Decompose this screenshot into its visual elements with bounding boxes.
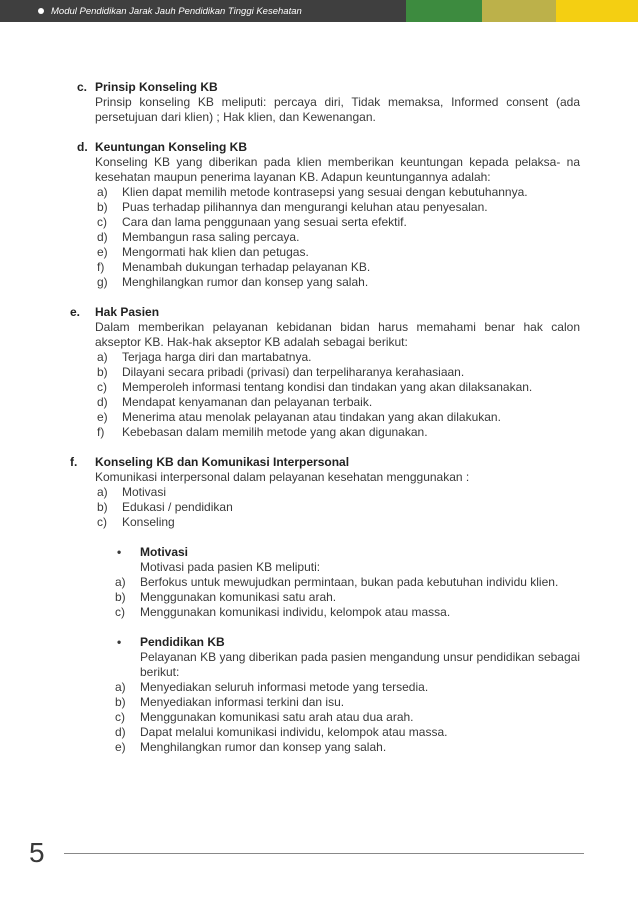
section-konseling-komunikasi bbox=[70, 455, 580, 755]
list-item bbox=[95, 485, 580, 500]
list-marker: c) bbox=[97, 515, 107, 529]
list-item-text: Mendapat kenyamanan dan pelayanan terbaik. bbox=[122, 395, 373, 409]
list-item-text: Membangun rasa saling percaya. bbox=[122, 230, 300, 244]
section-paragraph: Konseling KB yang diberikan pada klien memberikan keuntungan kepada pelaksa- na kesehatan maupun penerima layanan KB. Adapun keuntungannya adalah: bbox=[95, 155, 580, 184]
list-item-text: Terjaga harga diri dan martabatnya. bbox=[122, 350, 312, 364]
list-marker: b) bbox=[97, 200, 108, 214]
list-marker: b) bbox=[115, 695, 126, 709]
list-item bbox=[115, 710, 580, 725]
bullet-icon: • bbox=[117, 545, 122, 559]
subsection-title: Pendidikan KB bbox=[140, 635, 225, 649]
list-marker: b) bbox=[97, 365, 108, 379]
list-item bbox=[95, 515, 580, 530]
list-item-text: Dilayani secara pribadi (privasi) dan terpeliharanya kerahasiaan. bbox=[122, 365, 465, 379]
list-item bbox=[95, 230, 580, 245]
list-item-text: Menggunakan komunikasi individu, kelompok atau massa. bbox=[140, 605, 451, 619]
list-item-text: Dapat melalui komunikasi individu, kelompok atau massa. bbox=[140, 725, 448, 739]
list-item bbox=[115, 680, 580, 695]
subsection-motivasi bbox=[115, 545, 580, 620]
list-item bbox=[95, 275, 580, 290]
list-item-text: Menggunakan komunikasi satu arah. bbox=[140, 590, 337, 604]
list-item bbox=[95, 500, 580, 515]
list-marker: a) bbox=[97, 350, 108, 364]
list-marker: a) bbox=[97, 485, 108, 499]
list-item bbox=[95, 350, 580, 365]
list-marker: d) bbox=[97, 395, 108, 409]
header-color-block-olive bbox=[482, 0, 556, 22]
keuntungan-list bbox=[95, 185, 580, 290]
list-item-text: Motivasi bbox=[122, 485, 167, 499]
bullet-icon: • bbox=[117, 635, 122, 649]
section-letter: e. bbox=[70, 305, 81, 319]
header-color-block-green bbox=[406, 0, 482, 22]
footer-divider bbox=[64, 853, 584, 854]
section-keuntungan-konseling bbox=[70, 140, 580, 290]
list-marker: f) bbox=[97, 260, 105, 274]
list-item bbox=[95, 260, 580, 275]
section-paragraph: Dalam memberikan pelayanan kebidanan bidan harus memahami benar hak calon akseptor KB. Hak-hak akseptor KB adalah sebagai berikut: bbox=[95, 320, 580, 349]
header-color-block-yellow bbox=[556, 0, 638, 22]
header-title: Modul Pendidikan Jarak Jauh Pendidikan Tinggi Kesehatan bbox=[51, 5, 302, 17]
list-item-text: Menyediakan seluruh informasi metode yang tersedia. bbox=[140, 680, 429, 694]
list-marker: c) bbox=[115, 605, 125, 619]
list-item bbox=[95, 185, 580, 200]
header-title-bar bbox=[0, 0, 406, 22]
komunikasi-list bbox=[95, 485, 580, 530]
section-title: Keuntungan Konseling KB bbox=[95, 140, 247, 154]
list-item bbox=[95, 200, 580, 215]
list-marker: g) bbox=[97, 275, 108, 289]
list-item-text: Klien dapat memilih metode kontrasepsi yang sesuai dengan kebutuhannya. bbox=[122, 185, 528, 199]
section-title: Prinsip Konseling KB bbox=[95, 80, 218, 94]
section-letter: f. bbox=[70, 455, 78, 469]
list-item bbox=[95, 395, 580, 410]
section-letter: d. bbox=[77, 140, 88, 154]
list-marker: d) bbox=[97, 230, 108, 244]
subsection-paragraph: Pelayanan KB yang diberikan pada pasien mengandung unsur pendidikan sebagai berikut: bbox=[140, 650, 580, 679]
list-marker: e) bbox=[115, 740, 126, 754]
list-item bbox=[95, 245, 580, 260]
list-item-text: Memperoleh informasi tentang kondisi dan tindakan yang akan dilaksanakan. bbox=[122, 380, 533, 394]
list-item bbox=[95, 365, 580, 380]
subsection-paragraph: Motivasi pada pasien KB meliputi: bbox=[140, 560, 321, 574]
list-marker: b) bbox=[115, 590, 126, 604]
list-item-text: Puas terhadap pilihannya dan mengurangi keluhan atau penyesalan. bbox=[122, 200, 488, 214]
page-number: 5 bbox=[29, 837, 45, 868]
list-item bbox=[115, 605, 580, 620]
list-item bbox=[115, 575, 580, 590]
section-title: Konseling KB dan Komunikasi Interpersonal bbox=[95, 455, 350, 469]
list-item-text: Berfokus untuk mewujudkan permintaan, bukan pada kebutuhan individu klien. bbox=[140, 575, 559, 589]
list-item-text: Edukasi / pendidikan bbox=[122, 500, 233, 514]
list-item-text: Menghilangkan rumor dan konsep yang salah. bbox=[122, 275, 369, 289]
list-item bbox=[115, 590, 580, 605]
list-item-text: Kebebasan dalam memilih metode yang akan digunakan. bbox=[122, 425, 428, 439]
subsection-pendidikan-kb bbox=[115, 635, 580, 755]
subsection-title: Motivasi bbox=[140, 545, 189, 559]
list-marker: f) bbox=[97, 425, 105, 439]
list-item-text: Menyediakan informasi terkini dan isu. bbox=[140, 695, 345, 709]
list-marker: d) bbox=[115, 725, 126, 739]
page-content bbox=[70, 80, 580, 770]
list-marker: a) bbox=[97, 185, 108, 199]
list-item bbox=[115, 725, 580, 740]
list-item bbox=[95, 215, 580, 230]
section-letter: c. bbox=[77, 80, 88, 94]
section-prinsip-konseling bbox=[70, 80, 580, 125]
list-marker: a) bbox=[115, 575, 126, 589]
list-marker: c) bbox=[97, 215, 107, 229]
page-header bbox=[0, 0, 638, 22]
list-item-text: Menggunakan komunikasi satu arah atau dua arah. bbox=[140, 710, 414, 724]
list-item bbox=[115, 695, 580, 710]
list-item bbox=[95, 410, 580, 425]
section-title: Hak Pasien bbox=[95, 305, 160, 319]
list-item bbox=[95, 425, 580, 440]
pendidikan-list bbox=[115, 680, 580, 755]
list-marker: c) bbox=[97, 380, 107, 394]
list-item-text: Menghilangkan rumor dan konsep yang salah. bbox=[140, 740, 387, 754]
section-paragraph: Prinsip konseling KB meliputi: percaya diri, Tidak memaksa, Informed consent (ada persetujuan dari klien) ; Hak klien, dan Kewenangan. bbox=[95, 95, 580, 124]
hak-pasien-list bbox=[95, 350, 580, 440]
list-marker: e) bbox=[97, 410, 108, 424]
list-marker: a) bbox=[115, 680, 126, 694]
bullet-dot-icon bbox=[38, 8, 44, 14]
list-marker: c) bbox=[115, 710, 125, 724]
list-marker: b) bbox=[97, 500, 108, 514]
list-item bbox=[95, 380, 580, 395]
list-item-text: Konseling bbox=[122, 515, 175, 529]
list-item-text: Menerima atau menolak pelayanan atau tindakan yang akan dilakukan. bbox=[122, 410, 501, 424]
list-marker: e) bbox=[97, 245, 108, 259]
list-item-text: Cara dan lama penggunaan yang sesuai serta efektif. bbox=[122, 215, 407, 229]
list-item-text: Mengormati hak klien dan petugas. bbox=[122, 245, 309, 259]
section-hak-pasien bbox=[70, 305, 580, 440]
list-item-text: Menambah dukungan terhadap pelayanan KB. bbox=[122, 260, 371, 274]
section-paragraph: Komunikasi interpersonal dalam pelayanan kesehatan menggunakan : bbox=[95, 470, 470, 484]
list-item bbox=[115, 740, 580, 755]
motivasi-list bbox=[115, 575, 580, 620]
